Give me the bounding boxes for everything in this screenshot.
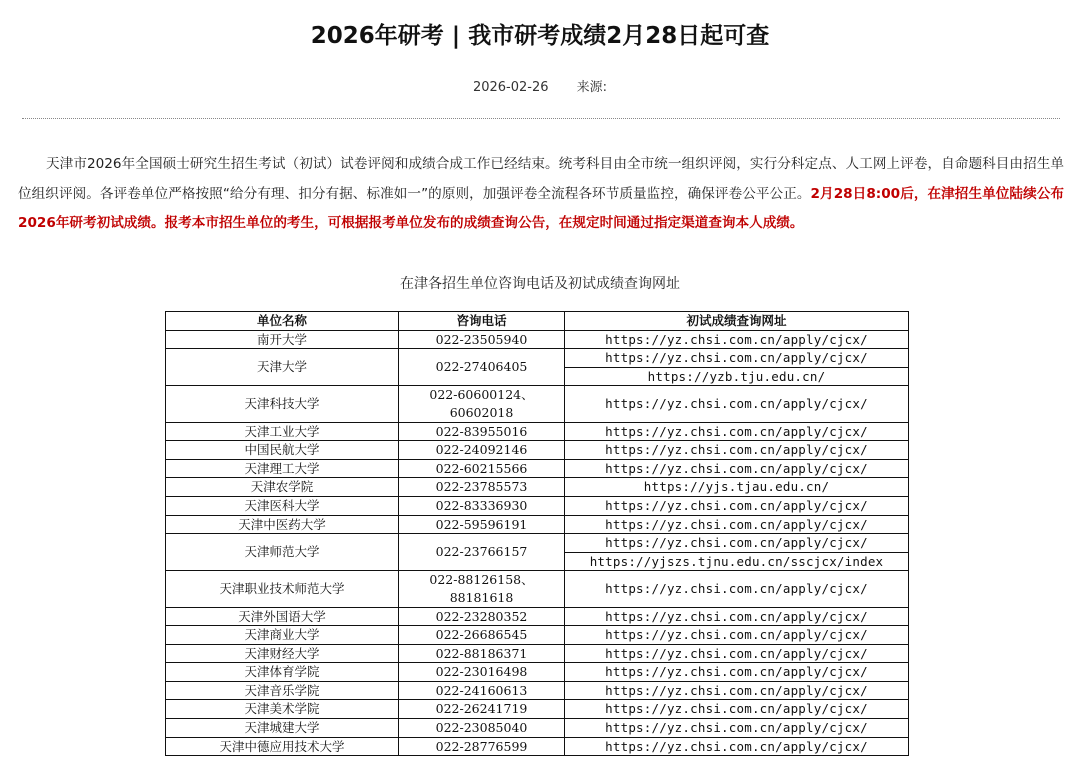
query-url-link[interactable]: https://yz.chsi.com.cn/apply/cjcx/ — [605, 460, 868, 476]
source-label: 来源: — [576, 80, 608, 95]
query-url-cell — [565, 663, 909, 682]
paragraph-plain-text: 天津市2026年全国硕士研究生招生考试（初试）试卷评阅和成绩合成工作已经结束。统考科目由全市统一组织评阅，实行分科定点、人工网上评卷，自命题科目由招生单位组织评阅。各评卷单位严格按照“给分有理、扣分有据、标准如一”的原则，加强评卷全流程各环节质量监控，确保评卷公平公正。 — [18, 156, 1064, 202]
unit-name-cell: 南开大学 — [166, 330, 399, 349]
phone-number: 022-26686545 — [435, 627, 528, 643]
query-url-cell — [565, 441, 909, 460]
phone-cell — [399, 422, 565, 441]
phone-cell — [399, 700, 565, 719]
header-url: 初试成绩查询网址 — [565, 312, 909, 331]
table-row — [166, 534, 909, 571]
unit-name-cell: 天津体育学院 — [166, 663, 399, 682]
phone-cell — [399, 496, 565, 515]
table-row — [166, 330, 909, 349]
phone-number: 022-88186371 — [435, 645, 528, 661]
query-url-link[interactable]: https://yz.chsi.com.cn/apply/cjcx/ — [605, 581, 868, 597]
query-url-link[interactable]: https://yzb.tju.edu.cn/ — [565, 367, 908, 386]
phone-cell — [399, 459, 565, 478]
unit-name-cell: 天津音乐学院 — [166, 681, 399, 700]
query-url-link[interactable]: https://yz.chsi.com.cn/apply/cjcx/ — [605, 497, 868, 513]
table-row — [166, 663, 909, 682]
query-url-link[interactable]: https://yz.chsi.com.cn/apply/cjcx/ — [605, 350, 868, 366]
phone-number: 022-23766157 — [435, 544, 528, 560]
header-phone: 咨询电话 — [399, 312, 565, 331]
table-row — [166, 386, 909, 422]
phone-number: 022-88126158、 — [429, 572, 534, 588]
query-url-cell — [565, 386, 909, 422]
article-title: 2026年研考 | 我市研考成绩2月28日起可查 — [310, 23, 770, 50]
query-url-cell — [565, 626, 909, 645]
phone-cell — [399, 349, 565, 386]
dotted-divider — [22, 118, 1060, 119]
query-url-link[interactable]: https://yz.chsi.com.cn/apply/cjcx/ — [605, 738, 868, 754]
query-url-cell — [565, 515, 909, 534]
unit-name-cell: 天津外国语大学 — [166, 607, 399, 626]
unit-name-cell: 天津理工大学 — [166, 459, 399, 478]
unit-name-cell: 天津师范大学 — [166, 534, 399, 571]
query-url-link[interactable]: https://yz.chsi.com.cn/apply/cjcx/ — [605, 701, 868, 717]
table-row — [166, 441, 909, 460]
phone-number: 022-28776599 — [435, 738, 528, 754]
query-url-cell — [565, 737, 909, 756]
phone-number: 022-24092146 — [435, 442, 528, 458]
table-row — [166, 719, 909, 738]
query-url-link[interactable]: https://yz.chsi.com.cn/apply/cjcx/ — [605, 682, 868, 698]
query-url-cell — [565, 700, 909, 719]
table-header-row — [166, 312, 909, 331]
table-row — [166, 626, 909, 645]
phone-number: 88181618 — [449, 589, 514, 605]
phone-number: 022-60600124、 — [429, 387, 534, 403]
phone-cell — [399, 737, 565, 756]
query-url-link[interactable]: https://yz.chsi.com.cn/apply/cjcx/ — [605, 535, 868, 551]
query-url-cell — [565, 681, 909, 700]
unit-name-cell: 天津财经大学 — [166, 644, 399, 663]
table-row — [166, 478, 909, 497]
query-url-cell — [565, 644, 909, 663]
phone-number: 022-23785573 — [435, 479, 528, 495]
unit-name-cell: 天津科技大学 — [166, 386, 399, 422]
phone-cell — [399, 681, 565, 700]
unit-name-cell: 天津中德应用技术大学 — [166, 737, 399, 756]
query-url-cell — [565, 496, 909, 515]
query-url-link[interactable]: https://yjszs.tjnu.edu.cn/sscjcx/index — [565, 552, 908, 571]
query-url-link[interactable]: https://yjs.tjau.edu.cn/ — [643, 479, 830, 495]
unit-name-cell: 天津商业大学 — [166, 626, 399, 645]
phone-cell — [399, 626, 565, 645]
phone-number: 022-60215566 — [435, 460, 528, 476]
phone-cell — [399, 571, 565, 607]
query-url-link[interactable]: https://yz.chsi.com.cn/apply/cjcx/ — [605, 423, 868, 439]
publish-date: 2026-02-26 — [472, 80, 549, 95]
table-row — [166, 496, 909, 515]
phone-cell — [399, 515, 565, 534]
query-url-cell — [565, 349, 909, 386]
query-url-link[interactable]: https://yz.chsi.com.cn/apply/cjcx/ — [605, 516, 868, 532]
table-row — [166, 515, 909, 534]
article-meta — [0, 76, 1080, 95]
query-url-cell — [565, 459, 909, 478]
phone-cell — [399, 644, 565, 663]
table-row — [166, 607, 909, 626]
paragraph-highlight-text: 2月28日8:00后，在津招生单位陆续公布2026年研考初试成绩。报考本市招生单位的考生，可根据报考单位发布的成绩查询公告，在规定时间通过指定渠道查询本人成绩。 — [18, 185, 1064, 231]
phone-cell — [399, 330, 565, 349]
phone-number: 022-83336930 — [435, 497, 528, 513]
query-url-cell — [565, 478, 909, 497]
table-row — [166, 571, 909, 607]
query-url-link[interactable]: https://yz.chsi.com.cn/apply/cjcx/ — [605, 627, 868, 643]
phone-number: 022-23085040 — [435, 720, 528, 736]
query-url-cell — [565, 534, 909, 571]
phone-number: 022-83955016 — [435, 423, 528, 439]
unit-name-cell: 中国民航大学 — [166, 441, 399, 460]
query-url-cell — [565, 571, 909, 607]
phone-cell — [399, 719, 565, 738]
phone-cell — [399, 534, 565, 571]
phone-cell — [399, 441, 565, 460]
query-url-cell — [565, 719, 909, 738]
phone-cell — [399, 478, 565, 497]
unit-name-cell: 天津美术学院 — [166, 700, 399, 719]
phone-cell — [399, 663, 565, 682]
phone-number: 022-23016498 — [435, 664, 528, 680]
phone-number: 022-26241719 — [435, 701, 528, 717]
table-body — [166, 330, 909, 756]
unit-name-cell: 天津城建大学 — [166, 719, 399, 738]
phone-number: 022-24160613 — [435, 682, 528, 698]
table-row — [166, 459, 909, 478]
unit-name-cell: 天津工业大学 — [166, 422, 399, 441]
query-url-cell — [565, 422, 909, 441]
table-row — [166, 422, 909, 441]
phone-number: 022-27406405 — [435, 359, 528, 375]
unit-name-cell: 天津职业技术师范大学 — [166, 571, 399, 607]
table-row — [166, 737, 909, 756]
unit-name-cell: 天津中医药大学 — [166, 515, 399, 534]
unit-name-cell: 天津医科大学 — [166, 496, 399, 515]
query-url-cell — [565, 330, 909, 349]
query-url-link[interactable]: https://yz.chsi.com.cn/apply/cjcx/ — [605, 645, 868, 661]
query-url-link[interactable]: https://yz.chsi.com.cn/apply/cjcx/ — [605, 608, 868, 624]
score-query-table — [165, 311, 909, 756]
query-url-link[interactable]: https://yz.chsi.com.cn/apply/cjcx/ — [605, 442, 868, 458]
phone-number: 60602018 — [449, 404, 514, 420]
phone-number: 022-59596191 — [435, 516, 528, 532]
phone-cell — [399, 607, 565, 626]
phone-number: 022-23505940 — [435, 331, 528, 347]
table-row — [166, 681, 909, 700]
unit-name-cell: 天津大学 — [166, 349, 399, 386]
table-row — [166, 700, 909, 719]
query-url-link[interactable]: https://yz.chsi.com.cn/apply/cjcx/ — [605, 396, 868, 412]
article-paragraph — [18, 150, 1064, 239]
header-unit: 单位名称 — [166, 312, 399, 331]
table-row — [166, 644, 909, 663]
query-url-link[interactable]: https://yz.chsi.com.cn/apply/cjcx/ — [605, 720, 868, 736]
phone-number: 022-23280352 — [435, 608, 528, 624]
table-row — [166, 349, 909, 386]
unit-name-cell: 天津农学院 — [166, 478, 399, 497]
phone-cell — [399, 386, 565, 422]
query-url-link[interactable]: https://yz.chsi.com.cn/apply/cjcx/ — [605, 331, 868, 347]
table-caption: 在津各招生单位咨询电话及初试成绩查询网址 — [400, 276, 680, 292]
query-url-cell — [565, 607, 909, 626]
query-url-link[interactable]: https://yz.chsi.com.cn/apply/cjcx/ — [605, 664, 868, 680]
